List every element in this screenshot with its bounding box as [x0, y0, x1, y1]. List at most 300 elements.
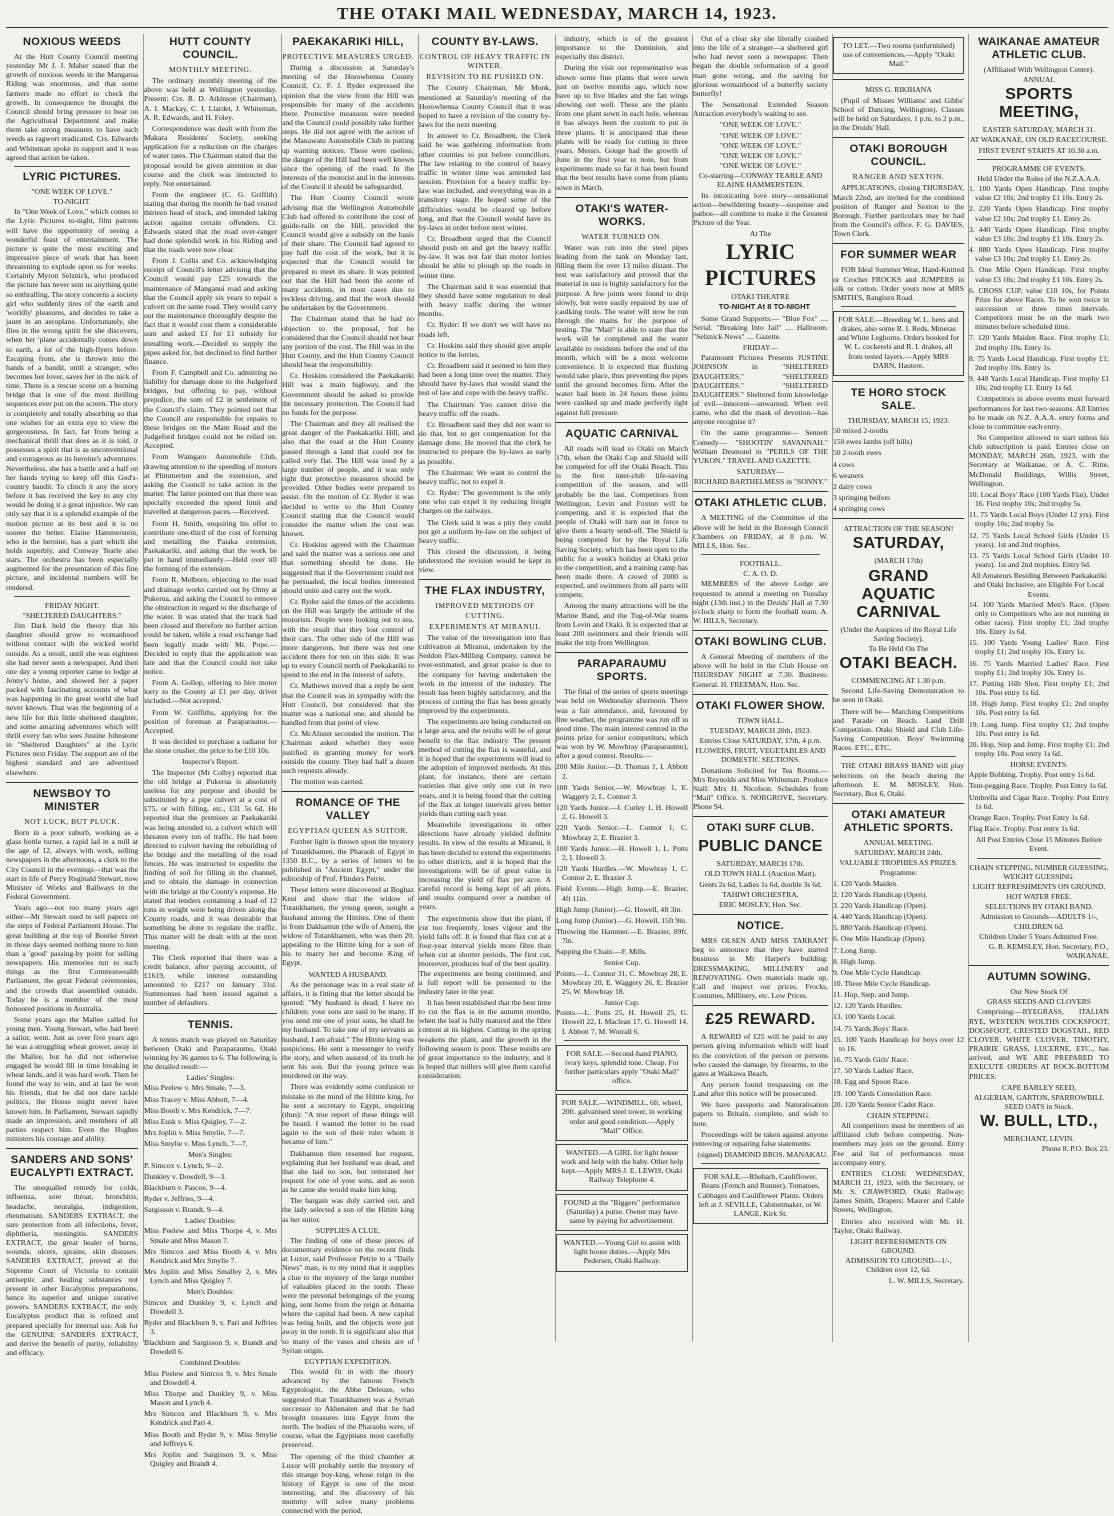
list-line: 1. 120 Yards Maiden. [833, 878, 898, 888]
sub-heading: EXPERIMENTS AT MIRANUI. [429, 621, 541, 631]
list-line: Orange Race. Trophy. Post Entry 1s 6d. [969, 812, 1090, 822]
centered-line: Combined Doubles: [180, 1358, 241, 1368]
paragraph: Cr. Hoskins agreed with the Chairman and said the matter was a serious one and that something should be done. He suggested that if the Government could not be persuaded, the local bodies interested should unite and carry out the work. [282, 540, 414, 595]
list-line: High Jump (Junior).—G. Howell, 4ft 3in. [556, 904, 683, 914]
list-line: 7. 120 Yards Maiden Race. First trophy £1; 2nd trophy 10s. Entry 1s. [969, 333, 1109, 352]
section-heading: OTAKI AMATEUR ATHLETIC SPORTS. [843, 808, 954, 834]
list-line: 100 Yards Senior.—W. Mowbray 1, E. Waggery 2, L. Connor 3. [556, 782, 688, 801]
paragraph: Cr. Hoskins considered the Paekakariki Hill was a main highway, and the Government should be asked to provide the necessary protection. The Council had no funds for the purpose. [282, 371, 414, 417]
list-line: 17. Putting 16lb Shot. First trophy £1; 2nd 10s. Post entry 1s 6d. [969, 678, 1109, 698]
paragraph: The Chairman: We want to control the heavy traffic, not to expel it. [419, 467, 551, 486]
display-heading: OTAKI BEACH. [839, 655, 958, 673]
centered-line: GRASS SEEDS AND CLOVERS [986, 997, 1091, 1007]
list-line: 19. Long Jump. First trophy £1; 2nd trophy 10s. Post entry 1s 6d. [969, 719, 1109, 738]
display-title: LYRIC PICTURES [704, 239, 817, 291]
centered-line: SELECTIONS BY OTAKI BAND. [985, 902, 1093, 912]
paragraph: Meanwhile investigations in other directions have already yielded definite results. In view of the results at Miranui, it has been decided to extend the experiments to other districts, and it is hoped that the investigations will be of great value in increasing the yield of flax per acre. A careful record is being kept of all plots, and results compared over a number of years. [419, 820, 551, 912]
section-divider [969, 965, 1109, 966]
section-divider [693, 491, 828, 492]
paragraph: Any person found trespassing on the Land after this notice will be prosecuted. [693, 1079, 828, 1099]
paragraph: A General Meeting of members of the above will be held in the Club House on THURSDAY NIGHT at 7.30. Business: General. H. FREEMAN, Hon. Sec. [693, 652, 828, 689]
section-heading: NOXIOUS WEEDS [22, 36, 122, 48]
section-heading: TENNIS. [187, 1018, 234, 1031]
centered-line: EASTER SATURDAY, MARCH 31. [982, 125, 1096, 135]
paragraph: The ordinary monthly meeting of the above was held at Wellington yesterday. Present: Crs. R. D. Atkinson (Chairman), A. I. Mackay, C. I. Liardet, J. Whiteman, A. R. Edwards, and H. Foley. [144, 76, 277, 122]
list-line: Long Jump (Junior).—G. Howell, 15ft 9in. [556, 915, 687, 925]
list-line: 5. 880 Yards Handicap (Open). [833, 923, 928, 933]
section-heading: AUTUMN SOWING. [987, 971, 1091, 984]
section-heading: OTAKI'S WATER-WORKS. [575, 202, 669, 228]
classified-ad [693, 1168, 828, 1224]
paragraph: THE OTAKI BRASS BAND will play selections on the beach during the afternoon. E. M. MOSLEY, Hon. Secretary, Box 6, Otaki. [833, 761, 964, 798]
section-heading: THE FLAX INDUSTRY, [425, 585, 545, 598]
list-line: 2. 220 Yards Open Handicap. First trophy value £2 10s; 2nd trophy £1. Entry 2s. [969, 204, 1109, 223]
paragraph: industry, which is of the greatest importance to the Dominion, and especially this district. [556, 34, 688, 62]
list-line: Miss Peelew and Simcox 9, v. Mrs Smale and Dowdell 4. [144, 1368, 277, 1387]
centered-line: AT WAIKANAE, ON OLD RACECOURSE. [969, 135, 1109, 145]
paragraph: From J. Collis and Co. acknowledging receipt of Council's letter advising that the Council would pay £25 towards the maintenance of Manganui road and asking that the Council apply six years to repair a culvert on the same road. They would carry out the maintenance thoroughly despite the fact that it would cost them a considerable sum and asked £1 for £1 subsidy for metalling work.—Decided to supply the pipes asked for, but declined to find further finance. [144, 256, 277, 366]
sub-heading: PROTECTIVE MEASURES URGED. [282, 52, 414, 61]
section-divider [693, 914, 828, 915]
centered-line: "ONE WEEK OF LOVE." [719, 130, 802, 140]
classified-ad [556, 1144, 688, 1191]
paragraph: MRS OLSEN AND MISS TARRANT beg to announce that they have started business in Mr Harper's building: DRESSMAKING, MILLINERY and RENOVATING. Own materials made up. Call and inspect our prices. Frocks, Costumes, Millinery, etc. Low Prices. [693, 936, 828, 1001]
paragraph: From W. Griffiths, applying for the position of foreman at Paraparaumu.—Accepted. [144, 707, 277, 735]
centered-line: Gents 2s 6d, Ladies 1s 6d, double 3s 6d. [699, 879, 822, 889]
paragraph: The unequalled remedy for colds, influenza, sore throat, bronchitis, headache, neuralgia, indigestion, rheumatism. SANDERS EXTRACT, the sure protection from all infections, fever, diphtheria, meningitis. SANDERS EXTRACT, the great healer of burns, wounds, ulcers, sprains, skin diseases. SANDERS EXTRACT, proved at the Supreme Court of Victoria to contain antiseptic and healing substances not present in other Eucalyptus preparations, hence its superior and unique curative powers. SANDERS EXTRACT, the only Eucalyptus product that is refined and prepared specially for internal use. Ask for the GENUINE SANDERS EXTRACT, and derive the benefit of purity, reliability and efficacy. [6, 1183, 138, 1357]
paragraph: The experiments show that the plant, if cut too frequently, loses vigour and the yield falls off. It is found that flax cut at a four-year interval yields more fibre than when cut at shorter periods. The first cut, moreover, produces leaf of the best quality. The experiments are being continued, and a full report will be presented to the industry later in the year. [419, 913, 551, 996]
list-line: 4 cows [833, 459, 855, 469]
divider [977, 159, 1101, 160]
centered-line: "ONE WEEK OF LOVE." [719, 120, 802, 130]
section-divider [6, 782, 138, 783]
paragraph: From R. Melborn, objecting to the road and drainage works carried out by Onny at Pukerua, and asking the Council to remove the obstruction in regard to the discharge of the water. It was stated that the track had been closed and therefore no further action could be taken, while a road exchange had been legally made with Mr. Pope.—Decided to reply that the application was late and that the Council could not take notice. [144, 575, 277, 676]
paragraph: At the Hutt County Council meeting yesterday Mr J. J. Maher stated that the growth of noxious weeds in the Mangaroa Riding was enormous, and that some farmers made no effort to check the growth. In consequence he thought the Council should bring pressure to bear on the Agricultural Department and make them take strong measures to have such weeds as ragwort eradicated. Crs. Edwards and Whiteman spoke in support and it was agreed that action be taken. [6, 52, 138, 162]
centered-line: RICHARD BARTHELMESS in "SONNY." [693, 477, 828, 487]
paragraph: In "One Week of Love," which comes to the Lyric Pictures to-night, film patrons will have the opportunity of seeing a wonderful feast of entertainment. The picture is quite the most exciting and impressive piece of work that has been threatening to explode upon us for weeks. Certainly Myron Selznick, who produced the picture has never sent us anything quite so enthralling. The story concerns a society girl who suddenly tires of the earth and 'worldly' pleasures, and decides to take a jaunt in an aeroplane. Unfortunately, she flies in the wrong spirit for she discovers, when her 'plane accidentally comes down to earth, a lot of the high-flyers before. Escaping from, she is thrown into the hands of a bandit, until a stranger, who becomes her lover, saves her in the nick of time. There is a rescue scene on a burning bridge that is one of the most thrilling sequences ever put on the screen. The story is completely and totally absorbing so that one wishes for an extra eye to view the gorgeousness. In fact, far from being a mechanical thrill that does as it is told, it possesses a spirit that is as unconventional and courageous as its heroine's adventures. Nevertheless, she has a battle and a half on her hands trying to keep off this God's-country bandit. To clinch it any the story before it has received the key to any city would be doing it a great injustice. We can only say that it is a splendid example of the motion picture at its best and it is no sooner the better. Elaine Hammerstein, who is the heroine, has a part which she holds superbly, and Conway Tearle also stars. The orchestra has been especially augmented for the presentation of this fine picture, and incidental numbers will be rendered. [6, 207, 138, 592]
section-divider [144, 1013, 277, 1014]
paragraph: The finding of one of these pieces of documentary evidence on the recent finds at Luxor, said Professor Petrie to a "Daily News" man, is to my mind that it supplies a clue to the mystery of the large number of valuables placed in the tomb. These were the personal belongings of the young king, sent home from the reign at Amarna where the capital had been. A new capital was being built, and the objects were put away in the tomb. It is significant also that so many of the vases and chests are of Syrian origin. [282, 1235, 414, 1355]
centered-line: Programme: [879, 868, 918, 878]
section-heading: AQUATIC CARNIVAL [565, 427, 679, 440]
list-line: 150 ewes lambs (off hills) [833, 437, 913, 447]
list-line: Miss Smylie v. Miss Lynch, 7—7. [144, 1139, 248, 1149]
paragraph: Among the many attractions will be the Marine Band, and the Tug-of-War teams from Levin and Otaki. It is expected that at least 200 swimmers and their friends will make the trip from Wellington. [556, 601, 688, 648]
list-line: 1. 100 Yards Open Handicap. First trophy value £2 10s; 2nd trophy £1 10s. Entry 2s. [969, 184, 1109, 203]
paragraph: Entries also received with Mr. H. Taylor, Otaki Railway. [833, 1216, 964, 1235]
centered-line: ANNUAL MEETING. [863, 837, 934, 847]
section-divider [833, 137, 964, 138]
list-line: 11. 75 Yards Local Boys (Under 12 yrs). First trophy 10s; 2nd trophy 5s. [969, 510, 1109, 529]
display-heading: PUBLIC DANCE [698, 838, 823, 856]
sub-heading: CONTROL OF HEAVY TRAFFIC IN WINTER. [419, 52, 551, 71]
display-heading: SPORTS MEETING, [999, 86, 1079, 122]
paragraph: Jim Dark held the theory that his daughter should grow to womanhood without contact with the wicked world outside. As a result, until she was eighteen she had never seen a newspaper. And then one day a young reporter came to lodge at Jenny's home, and showed her a paper packed with fascinating accounts of what was happening in the great world she had never known. That was the beginning of a new life for this little sheltered daughter, and some amazing adventures which will thrill every fan who sees Justine Johnstone in "Sheltered Daughters" at the Lyric Pictures next Friday. The support are of the highest standard and are advertised elsewhere. [6, 621, 138, 777]
list-line: Flag Race. Trophy. Post entry 1s 6d. [969, 824, 1080, 834]
centered-line: Men's Singles: [188, 1150, 233, 1160]
display-line: TO-NIGHT At 8 TO-NIGHT [718, 302, 811, 312]
list-line: Mrs Simcox and Miss Booth 4, v. Mrs Kendrick and Mrs Smylie 7. [144, 1246, 277, 1265]
paragraph: From A. Gollop, offering to hire motor lorry to the County at £1 per day, driver included.—Not accepted. [144, 678, 277, 706]
list-line: Sargisson v. Brandt, 9—4. [144, 1205, 224, 1215]
paragraph: A MEETING of the Committee of the above will be held in the Borough Council Chambers on FRIDAY, at 8 p.m. W. MILLS, Hon. Sec. [693, 513, 828, 550]
centered-line: To Be Held On The [868, 643, 929, 653]
list-line: 4 springing cows [833, 504, 885, 514]
masthead: THE OTAKI MAIL WEDNESDAY, MARCH 14, 1923. [336, 4, 778, 23]
centered-line: SATURDAY— [736, 467, 785, 477]
section-divider [282, 791, 414, 792]
list-line: 4. 880 Yards Open Handicap. First trophy value £3 10s; 2nd trophy £1. Entry 2s. [969, 245, 1109, 264]
section-divider [833, 381, 964, 382]
paragraph: The opening of the third chamber at Luxor will probably settle the mystery of this strange boy-king, whose reign in the history of Egypt is one of the most interesting, and the discovery of his mummy will solve many problems connected with the period. [282, 1451, 414, 1516]
centered-line: OLD TOWN HALL (Auction Mart). [704, 869, 817, 879]
col-8 [968, 34, 1109, 1342]
list-line: 18. Egg and Spoon Race. [833, 1077, 910, 1087]
signature-line: L. W. MILLS, Secretary. [888, 1275, 964, 1285]
paragraph: The Clerk said it was a pity they could not get a uniform by-law on the subject of heavy traffic. [419, 517, 551, 545]
sub-heading: WATER TURNED ON. [581, 231, 663, 241]
paragraph: Correspondence was dealt with from the Makara Residents' Society, seeking application for a reduction on the charges of water rates. The Chairman stated that the proposal would be given attention in due course and the clerk was instructed to reply. Not entertained. [144, 123, 277, 188]
section-divider [693, 630, 828, 631]
divider [564, 1040, 680, 1041]
classified-ad [556, 1094, 688, 1141]
signature-line: G. R. KEMSLEY, Hon. Secretary, P.O., WAIKANAE. [988, 941, 1109, 960]
paragraph: This closed the discussion, it being understood the revision would be kept in view. [419, 546, 551, 575]
centered-line: SUPPLIES A CLUE. [315, 1225, 381, 1235]
paragraph: Cr. McAlister seconded the motion. The Chairman asked whether they were justified in granting money for work outside the county. They had half a dozen such requests already. [282, 729, 414, 775]
centered-line: Admission to Grounds—ADULTS 1/-, CHILDREN 6d. [980, 912, 1098, 931]
paragraph: The Clerk reported that there was a credit balance, after paying accounts, of £1619, while interest outstanding amounted to £217 on January 31st. Summonses had been issued against a number of defaulters. [144, 952, 277, 1008]
paragraph: The Chairman: You cannot drive the heavy traffic off the roads. [419, 399, 551, 418]
centered-line: ERIC MOSLEY, Hon. Sec. [719, 899, 802, 909]
divider [701, 554, 820, 555]
ad-text: FOUND at the "Riggers" performance (Saturday) a purse. Owner may have same by paying for advertisement. [563, 1197, 681, 1225]
section-heading: SANDERS AND SONS' EUCALYPTI EXTRACT. [10, 1154, 134, 1180]
list-line: 6. One Mile Handicap (Open). [833, 934, 926, 944]
list-line: Ryder v. Jeffries, 9—4. [144, 1193, 215, 1203]
paragraph: Second Life-Saving Demonstration to be seen in Otaki. [833, 686, 964, 705]
list-line: 4. 440 Yards Handicap (Open). [833, 912, 928, 922]
centered-line: "ONE WEEK OF LOVE." [719, 150, 802, 160]
list-line: Umbrella and Cigar Race. Trophy. Post Entry 1s 6d. [969, 792, 1109, 811]
list-line: 15. 100 Yards Handicap for boys over 12 to 16. [833, 1034, 964, 1053]
centered-line: CHAIN STEPPING, NUMBER GUESSING, WEIGHT GUESSING. [969, 862, 1109, 881]
classified-ad [556, 1234, 688, 1271]
centered-line: FOOTBALL. [739, 559, 782, 569]
paragraph: A REWARD of £25 will be paid to any person giving information which will lead to the conviction of the person or persons who caused the damage, by firearms, to the gates at Waikawa Beach. [693, 1032, 828, 1078]
centered-line: MERCHANT, LEVIN. [1003, 1134, 1075, 1144]
paragraph: The County Chairman, Mr Monk, mentioned at Saturday's meeting of the Horowhenua County Council that it was hoped to have a revision of the county by-laws for the next meeting. [419, 83, 551, 130]
paragraph: The final of the series of sports meetings was held on Wednesday afternoon. There was a fair attendance, and, favoured by fine weather, the programme was run off in good time. The main interest centred in the points prize for senior competitors, which was won by W. Mowbray (Paraparaumu), after a good contest. Results:— [556, 687, 688, 761]
sub-heading: NOT LUCK, BUT PLUCK. [24, 816, 120, 826]
centered-line: FIRST EVENT STARTS AT 10.30 a.m. [978, 145, 1100, 155]
centered-line: THURSDAY, MARCH 15, 1923. [847, 415, 950, 425]
centered-line: Junior Cup. [604, 998, 640, 1008]
list-line: 12. 120 Yards Hurdles. [833, 1001, 903, 1011]
paragraph: The Chairman said it was essential that they should have some regulation to deal with heavy traffic during the winter months. [419, 281, 551, 319]
paragraph: The experiments are being conducted on a large area, and the results will be of great benefit to the flax industry. The present method of cutting the flax is wasteful, and it is hoped that the experiments will lead to the adoption of improved methods. At this plant, for instance, there are certain varieties that give only one cut in two years, and it is being found that the cutting of the flax at longer intervals gives better yields than cutting each year. [419, 717, 551, 818]
centered-line: EGYPTIAN EXPEDITION. [304, 1356, 392, 1366]
section-divider [556, 652, 688, 653]
centered-line: TO-NIGHT. [53, 197, 91, 207]
list-line: 3 springing heifers [833, 493, 890, 502]
list-line: Miss Peelew v. Mrs Smale, 7—3. [144, 1083, 246, 1093]
classified-ad [833, 37, 964, 74]
paragraph: From F. Campbell and Co. admitting no liability for damage done to the Judgeford bridges, but offering to pay, without prejudice, the sum of £2 in settlement of the Council's claim. They pointed out that the Council are responsible for repairs to these bridges on the Main Road and the Judgeford bridges could not be relied on. Accepted. [144, 368, 277, 451]
list-line: 10. Local Boys' Race (100 Yards Flat), Under 16. First trophy 10s; 2nd trophy 5s. [969, 489, 1109, 509]
section-divider [833, 518, 964, 519]
list-line: P. Simcox v. Lynch, 9—2. [144, 1160, 224, 1170]
paragraph: As the personage was in a real state of affairs, it is fitting that the letter should be quoted: "My husband is dead; I have no children; your sons are said to be many. If you send me one of your sons, he shall be my husband. To take one of my servants as husband, I am afraid." The Hittite king was suspicious. He sent a messenger to verify the story, and when assured of its truth he sent his son. But the young prince was murdered on the way. [282, 979, 414, 1081]
paragraph: There was evidently some confusion or mistake in the mind of the Hittite king, for he sent a secretary to Egypt, enquiring (thus): "A true report of these things will be heard. I wanted the letter to be read again to the son of their ruler whom it became of him." [282, 1082, 414, 1147]
paragraph: ENTRIES CLOSE WEDNESDAY, MARCH 21, 1923, with the Secretary, or Mr. S. CRAWFORD, Otaki Railway; James Smith, Drapers; Maurer and Cable Streets, Wellington. [833, 1168, 964, 1215]
centered-line: Our New Stock Of [1010, 987, 1068, 997]
centered-line: MISS G. RIKIHANA [865, 85, 932, 95]
list-line: Miss Tracey v. Miss Abbott, 7—4. [144, 1094, 249, 1104]
list-line: Mrs Joplin and Sargisson 9, v. Miss Quigley and Brandt 4. [144, 1449, 277, 1469]
list-line: Miss Booth and Ryder 9, v. Miss Smylie and Jeffreys 6. [144, 1429, 277, 1448]
centered-line: C. A. O. D. [743, 569, 778, 579]
list-line: Mrs Joplin v. Miss Smylie, 7—7. [144, 1128, 245, 1138]
centered-line: Children Under 5 Years Admitted Free. [979, 931, 1099, 941]
paragraph: Some years ago the Mallee called for young men. Young Stewart, who had been a sailor, went. Just as over five years ago he was a struggling wheat grower, away in the Mallee, but he did not otherwise engaged he would fill in time breaking in wheat lands, and it was hard work. Then he found the way to win, and at last he won his friends, that he did not dare tackle politics, the House might never have known him. In Parliament, Stewart rapidly made an impression, and members of all parties respect him. Even the Hughes ministers his courage and ability. [6, 1015, 138, 1144]
masthead-rule [6, 27, 1108, 28]
centered-line: TUESDAY, MARCH 20th, 1923. [709, 725, 812, 735]
section-divider [556, 422, 688, 423]
list-line: 50 mixed 2-tooths [833, 426, 889, 436]
section-heading: HUTT COUNTY COUNCIL. [169, 36, 252, 61]
section-heading: COUNTY BY-LAWS. [431, 36, 539, 48]
paragraph: The motion was carried. [290, 777, 364, 787]
centered-line: Senior Cup. [603, 958, 641, 968]
section-heading: NEWSBOY TO MINISTER [33, 787, 111, 813]
section-divider [419, 579, 551, 580]
list-line: 6. CROSS CUP, value £10 10s, for Points Prize for above Races. To be won twice in succession or three times intervals. Competitors must be on the mark two minutes before scheduled time. [969, 285, 1109, 332]
list-line: 15. 100 Yards Young Ladies' Race. First trophy £1; 2nd trophy 10s. Entry 1s. [969, 638, 1109, 657]
paragraph: All roads will lead to Otaki on March 17th, when the Otaki Cup and Shield will be competed for off the Otaki Beach. This is the first inter-club life-saving competition of the season, and will probably be the last. Competitors from Wellington, Levin and Foxton will be competing, and it is expected that the people of Otaki will turn out in force to give them a hearty send-off. The Shield is being competed for by the Royal Life Saving Society, which has been open to the public for a week's holiday at Otaki prior to the competition, and a training camp has been made there. A crowd of 2000 is expected, and swimmers from all parts will compete. [556, 443, 688, 600]
sub-heading: MONTHLY MEETING. [169, 65, 252, 74]
centered-line: COMMENCING AT 1.30 p.m. [851, 676, 946, 686]
centered-line: PROGRAMME OF EVENTS. [992, 163, 1086, 173]
paragraph: Born in a poor suburb, working as a glass bottle turner, a rapid lad in a mill at the age of 12, always with work, selling newspapers in the afternoons, a clerk to the City Council in the evenings—that was the start in life of Percy Reginald Stewart, now Minister of Works and Railways in the Federal Government. [6, 827, 138, 901]
centered-line: WANTED A HUSBAND. [308, 969, 388, 979]
centered-line: FLOWERS, FRUIT, VEGETABLES AND DOMESTIC SECTIONS. [695, 746, 826, 765]
paragraph: There will be— Marching Competitions and Parade on Beach. Land Drill Competition. Otaki Shield and Club Life-Saving Competition. Boys' Swimming Races. ETC., ETC. [833, 706, 964, 753]
centered-line: FRIDAY— [742, 343, 779, 353]
paragraph: During a discussion at Saturday's meeting of the Horowhenua County Council, Cr. F. J. Ryder expressed the opinion that the view from the Hill was responsible for many of the accidents there. Protective measures were needed and the Council could possibly take further steps. He did not agree with the action of the Manawatu Automobile Club in putting up warning notices. These were useless; the danger of the Hill had been well known since the opening of the road. In the interests of the motorist and in the interests of the Council it should be safeguarded. [282, 63, 414, 192]
display-heading: £25 REWARD. [705, 1011, 816, 1029]
list-line: Sapping the Chain.—F. Mills. [556, 947, 647, 957]
list-line: 19. 100 Yards Consolation Race. [833, 1088, 933, 1098]
centered-line: HOT WATER FREE. [1006, 892, 1072, 902]
centered-line: "SHELTERED DAUGHTERS." [22, 610, 122, 620]
classified-ad [556, 1045, 688, 1092]
classified-ad [833, 311, 964, 376]
list-line: Throwing the Hammer.—E. Brazier, 89ft. 7in. [556, 926, 688, 946]
classified-ad [556, 1194, 688, 1231]
centered-line: All Amateurs Residing Between Paekakariki and Otaki Inclusive, are Eligible For Local Events. [971, 571, 1107, 599]
list-line: Apple Bobbing. Trophy. Post entry 1s 6d. [969, 770, 1096, 780]
list-line: 120 Yards Junior.—I. Curley 1, H. Howell 2, G. Howell 3. [556, 803, 688, 822]
list-line: 3. 220 Yards Handicap (Open). [833, 900, 928, 910]
list-line: Tent-pegging Race. Trophy. Post Entry 1s 6d. [969, 781, 1108, 791]
paragraph: The Sensational Extended Season Attraction everybody's waiting to see. [693, 100, 828, 119]
centered-line: "ONE WEEK OF LOVE." [31, 186, 113, 196]
divider [14, 166, 130, 167]
list-line: Mrs Joplin and Miss Smalley 2, v. Mrs Lynch and Miss Quigley 7. [144, 1267, 277, 1286]
list-line: 8. 75 Yards Local Handicap. First trophy £1; 2nd trophy 10s. Entry 1s. [969, 353, 1109, 372]
paragraph: This would fit in with the theory advanced by the famous French Egyptologist, the Abbe Deleuze, who suggested that Tutankhamen was a Syrian successor to Akhenaten and that he had brought treasures into Egypt from the north. The bodies of the Pharaohs were, of course, what the Egyptians most carefully preserved. [282, 1367, 414, 1450]
paragraph: Competitors in above events must forward performances for last two seasons. All Entries to be made on N.Z. A.A.A. entry forms and close to committee each entry. [969, 394, 1109, 431]
col-7 [832, 34, 964, 1342]
paragraph: During the visit our representative was shown some fine plants that were sown just on twelve months ago, which now have up to five blades and the fan wings showing out well. These are the plants from one plant sown in each hole, whereas it has always been the custom to put in three plants. It is anticipated that these plants will be ready for cutting in three years. Messrs. Gouge had the growth of June in the first year to note, but from experiments made so far it has been found that the best results have come from plants sown in March. [556, 63, 688, 192]
ad-text: FOR SALE.—Rhubarb, Cauliflower, Beans (French and Runner), Tomatoes, Cabbages and Cauliflower Plants. Orders left at J. SEVILLE, Cabinetmaker, or W. LANGE, Kirk St. [697, 1172, 824, 1218]
paragraph: A tennis match was played on Saturday between Otaki and Paraparaumu, Otaki winning by 36 games to 6. The following is the detailed result:— [144, 1034, 277, 1072]
list-line: 200 Mile Junior.—D. Thomas 1, I. Abbott 2. [556, 762, 688, 781]
list-line: 18. High Jump. First trophy £1; 2nd trophy 10s. Post entry 1s 6d. [969, 699, 1109, 718]
centered-line: Entries Close SATURDAY, 17th, 4 p.m. [699, 736, 822, 746]
paragraph: Further light is thrown upon the mystery of Tutankhamen, the Pharaoh of Egypt in 1350 B.C., by a series of letters to be published in "Ancient Egypt," under the editorship of Prof. Flinders Petrie. [282, 837, 414, 883]
sub-heading: REVISION TO BE PUSHED ON. [426, 72, 544, 82]
paragraph: The Chairman stated that he had no objection to the proposal, but he considered that the Council should not bear any portion of the cost. The Hill was in the Hutt County, and the Hutt County Council should bear the responsibility. [282, 314, 415, 370]
paragraph: Donations Solicited for Tea Rooms.—Mrs Reynolds and Miss Whiteman. Produce Stall: Mrs H. Nicolson. Schedules from "Mail" Office. S. NORGROVE, Secretary. Phone 94. [693, 765, 828, 812]
section-heading: ROMANCE OF THE VALLEY [295, 797, 401, 823]
divider [977, 858, 1101, 859]
centered-line: Ladies' Doubles: [185, 1216, 236, 1226]
centered-line: ADMISSION TO GROUND—1/-, Children over 12, 6d. [845, 1256, 952, 1275]
centered-line: FRIDAY NIGHT. [44, 600, 100, 610]
list-line: 100 Yards Junior.—H. Howell 1, L. Potts 2, I. Howell 3. [556, 843, 688, 862]
list-line: 2. 120 Yards Handicap (Open). [833, 889, 928, 899]
centered-line: Held Under the Rules of the N.Z.A.A.A. [977, 173, 1101, 183]
list-line: 20. 120 Yards Senior Cadet Race. [833, 1099, 936, 1109]
section-heading: PARAPARAUMU SPORTS. [577, 658, 667, 684]
list-line: 3. 440 Yards Open Handicap. First trophy value £3 10s; 2nd trophy £1 10s. Entry 2s. [969, 224, 1109, 243]
centered-line: HORSE EVENTS. [1010, 760, 1068, 770]
paragraph: Years ago—not too many years ago either—Mr Stewart used to sell papers on the steps of Federal Parliament House. The great building at the top of Bourke Street in those days seemed nothing more to him than a 'good' passing-by point for selling newspapers. His memories run to such things as the first Commonwealth Parliament, the great Federal ceremonies, and the crowds that assembled outside. Today he is a member of the most honoured positions in Australia. [6, 903, 138, 1013]
paragraph: Comprising:—RYEGRASS, ITALIAN RYE, WESTERN WOLTHS COCKSFOOT, DOGSFOOT, CRESTED DOGSTAIL, RED CLOVER, WHITE CLOVER, TIMOTHY, PRAIRIE GRASS, LUCERNE, ETC., has arrived, and WE ARE PREPARED TO EXECUTE ORDERS AT ROCK-BOTTOM PRICES. [969, 1007, 1109, 1081]
centered-line: At The [749, 229, 772, 239]
paragraph: Proceedings will be taken against anyone removing or repairing false statements. [693, 1129, 828, 1148]
list-line: 13. 100 Yards Local. [833, 1012, 896, 1022]
list-line: 220 Yards Senior.—L. Connor 1, C. Mowbray 2, E. Brazier 3. [556, 823, 688, 842]
col-6 [692, 34, 828, 1342]
centered-line: All Post Entries Close 15 Minutes Before Event. [975, 835, 1103, 854]
paragraph: From Waingaro Automobile Club, drawing attention to the speeding of motors at Plimmerton and the extension, and asking the Council to take action in the matter. The latter pointed out that there was specially exceeded the speed limit and travelled at dangerous paces.—Received. [144, 452, 277, 517]
paragraph: The value of the investigation into flax cultivation at Miranui, undertaken by the Seddon Flax-Milling Company, cannot be over-estimated, and great praise is due to the company for having undertaken the work in the interest of the industry. The result has been highly satisfactory, and the process of cutting the flax has been greatly improved by the experiments. [419, 632, 551, 716]
list-line: 12. 75 Yards Local School Girls (Under 15 years). 1st and 2nd trophies. [969, 530, 1109, 549]
divider [841, 756, 956, 757]
list-line: 10. Three Mile Cycle Handicap. [833, 979, 931, 988]
paragraph: From the engineer (C. G. Griffith) stating that during the month he had visited thirteen head of stock, and intended taking action against certain offenders. Cr. Edwards stated that the road over-ranger had done splendid work in his Riding and that the roads were now clear. [144, 190, 277, 254]
list-line: 7. Long Jump. [833, 945, 877, 955]
section-heading: OTAKI FLOWER SHOW. [695, 699, 826, 712]
list-line: 11. Hop, Step, and Jump. [833, 990, 910, 1000]
section-heading: OTAKI ATHLETIC CLUB. [694, 497, 827, 510]
list-line: 6 weaners [833, 470, 864, 480]
paragraph: Dakhamun then resented her request, explaining that her husband was dead, and that she had no son, but reiterated her request for one of your sons, and as soon as he came she would make him king. [282, 1148, 414, 1195]
section-divider [833, 243, 964, 244]
paragraph: Paramount Pictures Presents JUSTINE JOHNSON in "SHELTERED DAUGHTERS." "SHELTERED DAUGHTERS." "SHELTERED DAUGHTERS." Sheltered from knowledge of evil—innocent—unwarned. When evil came, who did the mask of devotion—has anyone recognise it? [693, 353, 828, 427]
list-line: 2 dairy cows [833, 481, 872, 491]
ad-text: WANTED.—Young Girl to assist with light house duties.—Apply Mrs Pedersen, Otaki Railway. [563, 1238, 681, 1266]
sub-heading: IMPROVED METHODS OF CUTTING. [435, 601, 535, 620]
centered-line: SATURDAY, MARCH 24th. [854, 848, 943, 858]
list-line: 120 Yards Hurdles.—W. Mowbray 1, C. Connor 2, E. Brazier 3. [556, 864, 688, 883]
paragraph: FOR Ideal Summer Wear, Hand-Knitted or Crochet FROCKS and JUMPERS in silk or cotton. Order yours now at MRS SMITH'S, Rangiuru Road. [833, 265, 964, 302]
centered-line: ALGERIAN, GARTON, SPARROWBILL SEED OATS in Stock. [973, 1092, 1105, 1111]
section-heading: LYRIC PICTURES. [22, 170, 122, 183]
centered-line: SATURDAY, MARCH 17th. [716, 859, 805, 869]
paragraph: It was decided to purchase a radiator for the stone crusher, the price to be £10 10s. [144, 737, 277, 756]
list-line: Miss Booth v. Mrs Kendrick, 7—7. [144, 1105, 252, 1115]
col-1 [6, 34, 138, 1357]
ad-text: FOR SALE.—Second-hand PIANO, ivory keys, splendid tone. Cheap. For further particulars apply "Otaki Mail" office. [564, 1048, 680, 1086]
paragraph: Some Grand Supports:— "Blue Fox" .... Serial. "Breaking Into Jail" .... Hallroom. "Selznick News" .... Gazette. [693, 313, 828, 341]
list-line: 9. One Mile Cycle Handicap. [833, 967, 922, 977]
sub-heading: RANGER AND SEXTON. [852, 172, 945, 182]
paragraph: Cr. Hoskins said they should give ample notice to the lorries. [419, 340, 551, 359]
ad-text: TO LET.—Two rooms (unfurnished) use of conveniences.—Apply "Otaki Mail." [842, 41, 955, 69]
col-2 [143, 34, 277, 1469]
centered-line: VALUABLE TROPHIES AS PRIZES. [839, 858, 958, 868]
list-line: 9. 440 Yards Local Handicap. First trophy £1 10s; 2nd trophy £1. Entry 1s 6d. [969, 374, 1109, 393]
list-line: 16. 75 Yards Girls' Race. [833, 1055, 909, 1065]
paragraph: In answer to Cr. Broadbent, the Clerk said he was gathering information from other counties to put before councillors. The law relating to the control of heavy traffic in winter time was amended last session. Provision for a heavy traffic by-law was included, and everything was in a transitory stage. He hoped some of the difficulties would be cleared up before long, and that the Council would have its by-laws in order before next winter. [419, 131, 551, 232]
list-line: Points.—L. Connor 31, C. Mowbray 28, E. Mowbray 20, E. Waggery 26, E. Brazier 25, W. Mowbray 18. [556, 968, 688, 996]
divider [841, 306, 956, 307]
display-heading: GRAND AQUATIC CARNIVAL [856, 567, 941, 621]
paragraph: The Chairman and they all realised the great danger of the Paekakariki Hill, and also that the road at the Hutt County passed through a land that could not be called very flat. The Hill was used by a large number of people, and it was only right that protective measures should be provided. Other bodies were prepared to assist. On the motion of Cr. Ryder it was decided to write to the Hutt County Council stating that the Council would consider the matter when the cost was known. [282, 419, 414, 538]
paragraph: We have passports and Naturalisation papers to Britain, complete, and wish to note. [693, 1100, 828, 1128]
paragraph: No Competitor allowed to start unless his club subscription is paid. Entries close on MONDAY, MARCH 26th, 1923, with the Secretary at Waikanae, or A. C. Ritte, McDonald Buildings, Willis Street, Wellington. [969, 433, 1109, 488]
paragraph: The bargain was duly carried out, and the lady selected a son of the Hittite king as her suitor. [282, 1196, 414, 1224]
paragraph: Cr. Ryder: The government is the only one who can expel it by reducing freight charges on the railways. [419, 488, 551, 516]
signature-line: (signed) DIAMOND BROS. MANAKAU. [697, 1150, 828, 1160]
list-line: Field Events.—High Jump.—E. Brazier, 4ft 11in. [556, 884, 688, 903]
centered-line: TAHIWI ORCHESTRA. [722, 889, 799, 899]
centered-line: (Affiliated With Wellington Centre). [983, 65, 1095, 74]
ad-text: FOR SALE.—WINDMILL, 6ft. wheel, 20ft. galvanised steel tower, in working order and good condition.—Apply "Mail" Office. [561, 1098, 683, 1135]
paragraph: Its intoxicating love story—sensational action—bewildering beauty—suspense and pathos—all combine to make it the Greatest Picture of the Year. [693, 190, 828, 227]
list-line: Miss Thorpe and Dunkley 9, v. Miss Mason and Lynch 4. [144, 1388, 277, 1408]
paragraph: On the same programme— Sennett Comedy— "SHOOTIN' SAVANNAH." William Desmond in "PERILS OF THE YUKON." TRAVEL AND GAZETTE. [693, 428, 828, 465]
centered-line: Co-starring—CONWAY TEARLE AND ELAINE HAMMERSTEIN. [698, 171, 823, 190]
section-divider [833, 79, 964, 80]
section-heading: PAEKAKARIKI HILL, [292, 36, 404, 48]
list-line: Blackburn v. Pascoe, 9—4. [144, 1182, 227, 1192]
list-line: Simcox and Dunkley 9, v. Lynch and Dowdell 3. [144, 1297, 277, 1316]
paragraph: These letters were discovered at Boghaz Keui and show that the widow of Tutankhamen, the young queen, sought a husband among the Hittites. One of them is from Dakhamun (the wife of Amen), the widow of Tutankhamen, who was then 20, appealing to the Hittite king for a son of his to marry her and become King of Egypt. [282, 885, 414, 968]
paragraph: Cr. Ryder said the times of the accidents on the Hill was largely the attitude of the motorists. People were looking out to sea, with the result that they lost control of their cars. The other side of the Hill was more dangerous, but there was not one accident there for ten on this side. It was up to every Council north of Paekakariki to spend to the end in the interest of safety. [282, 597, 414, 680]
centered-line: CHAIN STEPPING. [866, 1110, 931, 1120]
section-heading: OTAKI SURF CLUB. [706, 822, 815, 835]
col-5 [555, 34, 688, 1342]
display-heading: SATURDAY, [852, 535, 945, 553]
section-divider [6, 1148, 138, 1149]
section-divider [833, 803, 964, 804]
centered-line: Ladies' Singles: [186, 1073, 235, 1083]
section-divider [693, 1005, 828, 1006]
section-heading: OTAKI BOWLING CLUB. [694, 636, 827, 649]
centered-line: Inspector's Report. [181, 757, 240, 767]
list-line: Blackburn and Sargisson 9, v. Brandt and Dowdell 6. [144, 1338, 277, 1357]
centered-line: TOWN HALL. [737, 715, 784, 725]
centered-line: OTAKI THEATRE [731, 292, 790, 302]
section-divider [693, 816, 828, 817]
list-line: 8. High Jump. [833, 956, 877, 966]
list-line: Points.—L. Potts 25, H. Howell 25, G. Howell 22, I. Maclean 17, G. Howell 14, I. Abbott 7, M. Worrall 6. [556, 1008, 688, 1036]
